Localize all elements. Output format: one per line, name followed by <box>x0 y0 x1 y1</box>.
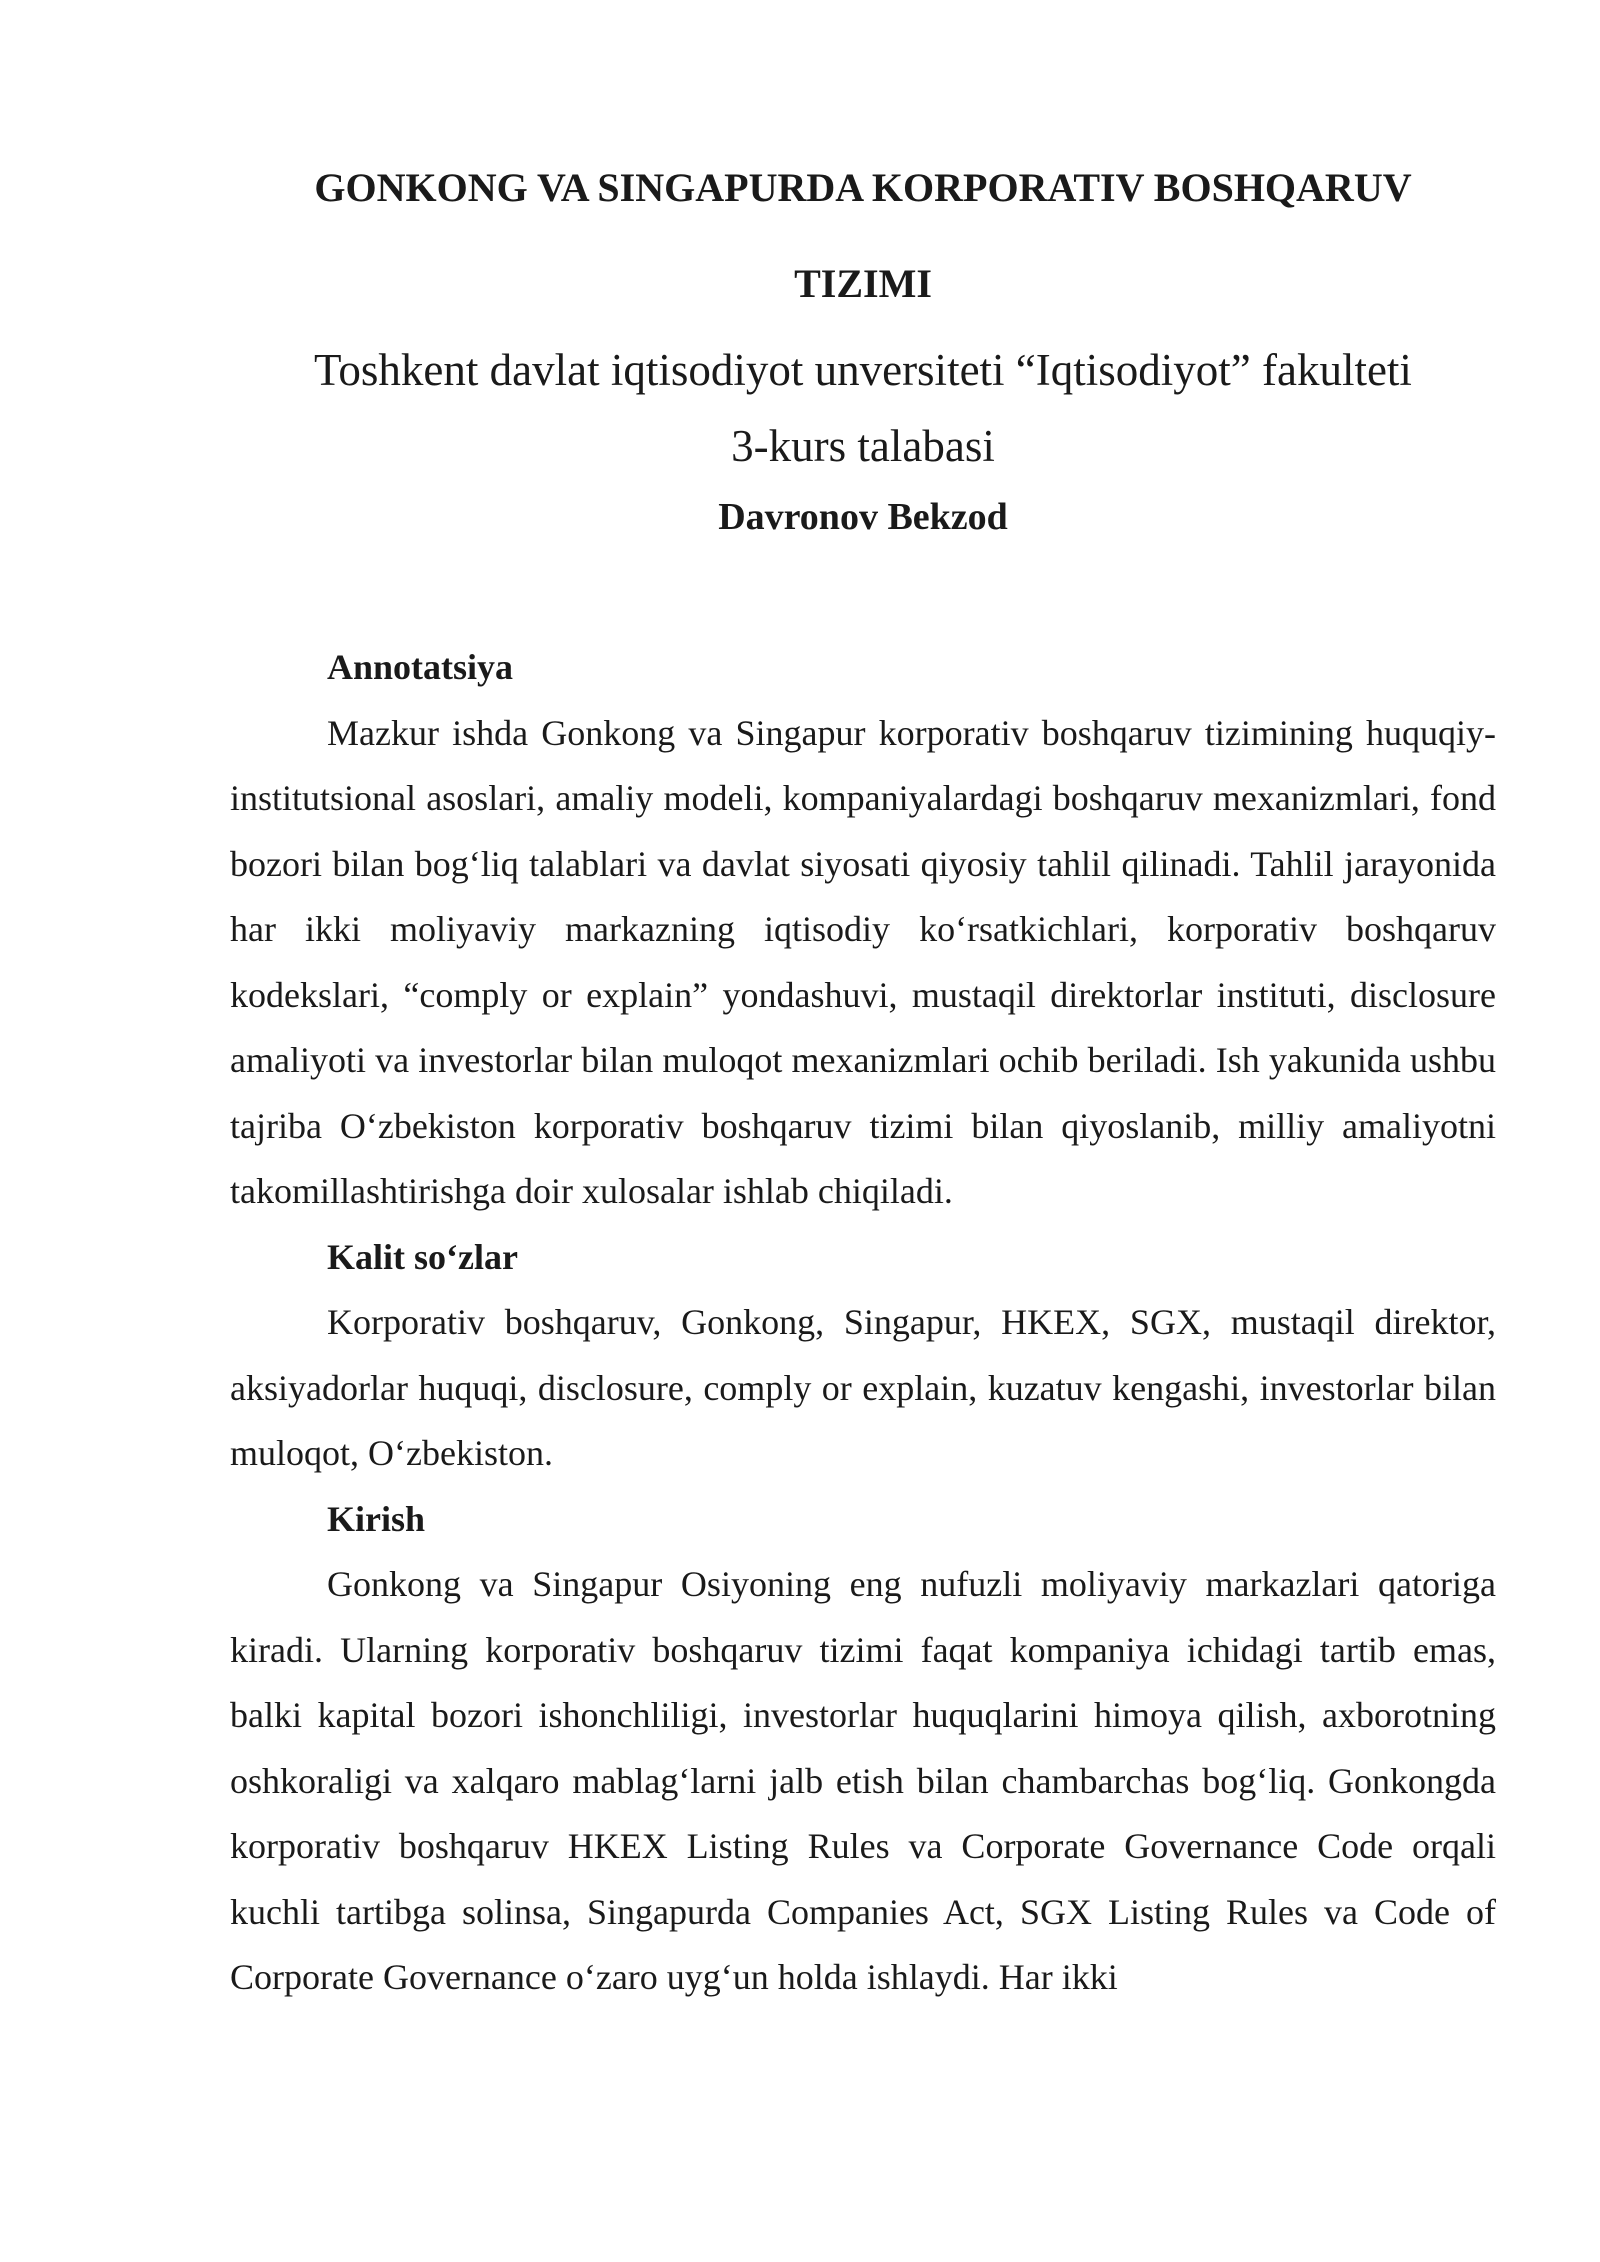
document-page <box>230 140 1496 2011</box>
author-name: Davronov Bekzod <box>718 496 1008 538</box>
title-line-1: GONKONG VA SINGAPURDA KORPORATIV BOSHQARUV <box>314 165 1412 210</box>
document-title <box>230 140 1496 332</box>
annotation-text: Mazkur ishda Gonkong va Singapur korporativ boshqaruv tizimining huquqiy-institutsional asoslari, amaliy modeli, kompaniyalardagi boshqaruv mexanizmlari, fond bozori bilan bog‘liq talablari va davlat siyosati qiyosiy tahlil qilinadi. Tahlil jarayonida har ikki moliyaviy markazning iqtisodiy ko‘rsatkichlari, korporativ boshqaruv kodekslari, “comply or explain” yondashuvi, mustaqil direktorlar instituti, disclosure amaliyoti va investorlar bilan muloqot mexanizmlari ochib beriladi. Ish yakunida ushbu tajriba O‘zbekiston korporativ boshqaruv tizimi bilan qiyoslanib, milliy amaliyotni takomillashtirishga doir xulosalar ishlab chiqiladi. <box>230 712 1496 1211</box>
keywords-text: Korporativ boshqaruv, Gonkong, Singapur, HKEX, SGX, mustaqil direktor, aksiyadorlar huquqi, disclosure, comply or explain, kuzatuv kengashi, investorlar bilan muloqot, O‘zbekiston. <box>230 1302 1496 1473</box>
affiliation-line-1: Toshkent davlat iqtisodiyot unversiteti “Iqtisodiyot” fakulteti <box>314 345 1412 395</box>
author-affiliation <box>230 332 1496 484</box>
introduction-text: Gonkong va Singapur Osiyoning eng nufuzli moliyaviy markazlari qatoriga kiradi. Ularning korporativ boshqaruv tizimi faqat kompaniya ichidagi tartib emas, balki kapital bozori ishonchliligi, investorlar huquqlarini himoya qilish, axborotning oshkoraligi va xalqaro mablag‘larni jalb etish bilan chambarchas bog‘liq. Gonkongda korporativ boshqaruv HKEX Listing Rules va Corporate Governance Code orqali kuchli tartibga solinsa, Singapurda Companies Act, SGX Listing Rules va Code of Corporate Governance o‘zaro uyg‘un holda ishlaydi. Har ikki <box>230 1564 1496 1997</box>
title-line-2: TIZIMI <box>794 261 932 306</box>
keywords-heading: Kalit so‘zlar <box>327 1236 518 1277</box>
affiliation-line-2: 3-kurs talabasi <box>731 421 995 471</box>
annotation-heading: Annotatsiya <box>327 647 514 687</box>
introduction-heading: Kirish <box>327 1498 426 1539</box>
